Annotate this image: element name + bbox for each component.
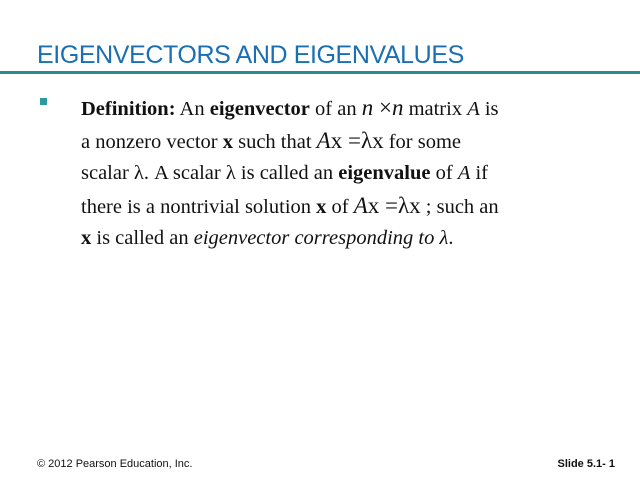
- eigen-equation: x =λx: [367, 192, 421, 218]
- math-A: A: [457, 162, 471, 184]
- definition-line-1: [81, 92, 621, 125]
- slide-number: Slide 5.1- 1: [557, 458, 615, 470]
- square-bullet-icon: [40, 98, 47, 105]
- math-times: ×: [373, 95, 392, 120]
- math-A: A: [467, 98, 480, 120]
- text-run: is called an: [91, 227, 194, 249]
- definition-line-4: [81, 190, 621, 223]
- vector-x: x: [222, 130, 233, 153]
- math-A: A: [353, 192, 368, 218]
- term-eigenvalue: eigenvalue: [338, 162, 431, 184]
- vector-x: x: [81, 227, 92, 249]
- text-run: a nonzero vector: [81, 130, 223, 153]
- text-run: of: [430, 162, 458, 184]
- definition-label: Definition:: [81, 98, 176, 120]
- definition-line-5: [81, 222, 621, 255]
- text-run: of: [326, 195, 354, 218]
- definition-paragraph: [81, 92, 621, 255]
- term-eigenvector-corresponding: eigenvector corresponding to λ: [193, 227, 449, 249]
- text-run: ; such an: [420, 195, 499, 218]
- text-run: there is a nontrivial solution: [81, 195, 317, 218]
- copyright-footer: © 2012 Pearson Education, Inc.: [37, 458, 193, 470]
- text-run: if: [470, 162, 488, 184]
- definition-line-3: [81, 157, 621, 190]
- vector-x: x: [316, 195, 327, 218]
- text-run: is: [479, 98, 499, 120]
- math-n: n: [361, 95, 374, 120]
- term-eigenvector: eigenvector: [209, 98, 310, 120]
- eigen-equation: x =λx: [330, 127, 384, 153]
- math-n: n: [391, 95, 404, 120]
- definition-line-2: [81, 125, 621, 158]
- text-run: An: [175, 98, 210, 120]
- slide-title: EIGENVECTORS AND EIGENVALUES: [37, 41, 464, 69]
- math-A: A: [316, 127, 331, 153]
- text-run: such that: [232, 130, 317, 153]
- text-run: for some: [383, 130, 462, 153]
- title-divider: [0, 71, 640, 74]
- text-run: scalar λ. A scalar λ is called an: [81, 162, 339, 184]
- text-run: matrix: [403, 98, 468, 120]
- text-run: .: [448, 227, 454, 249]
- text-run: of an: [309, 98, 362, 120]
